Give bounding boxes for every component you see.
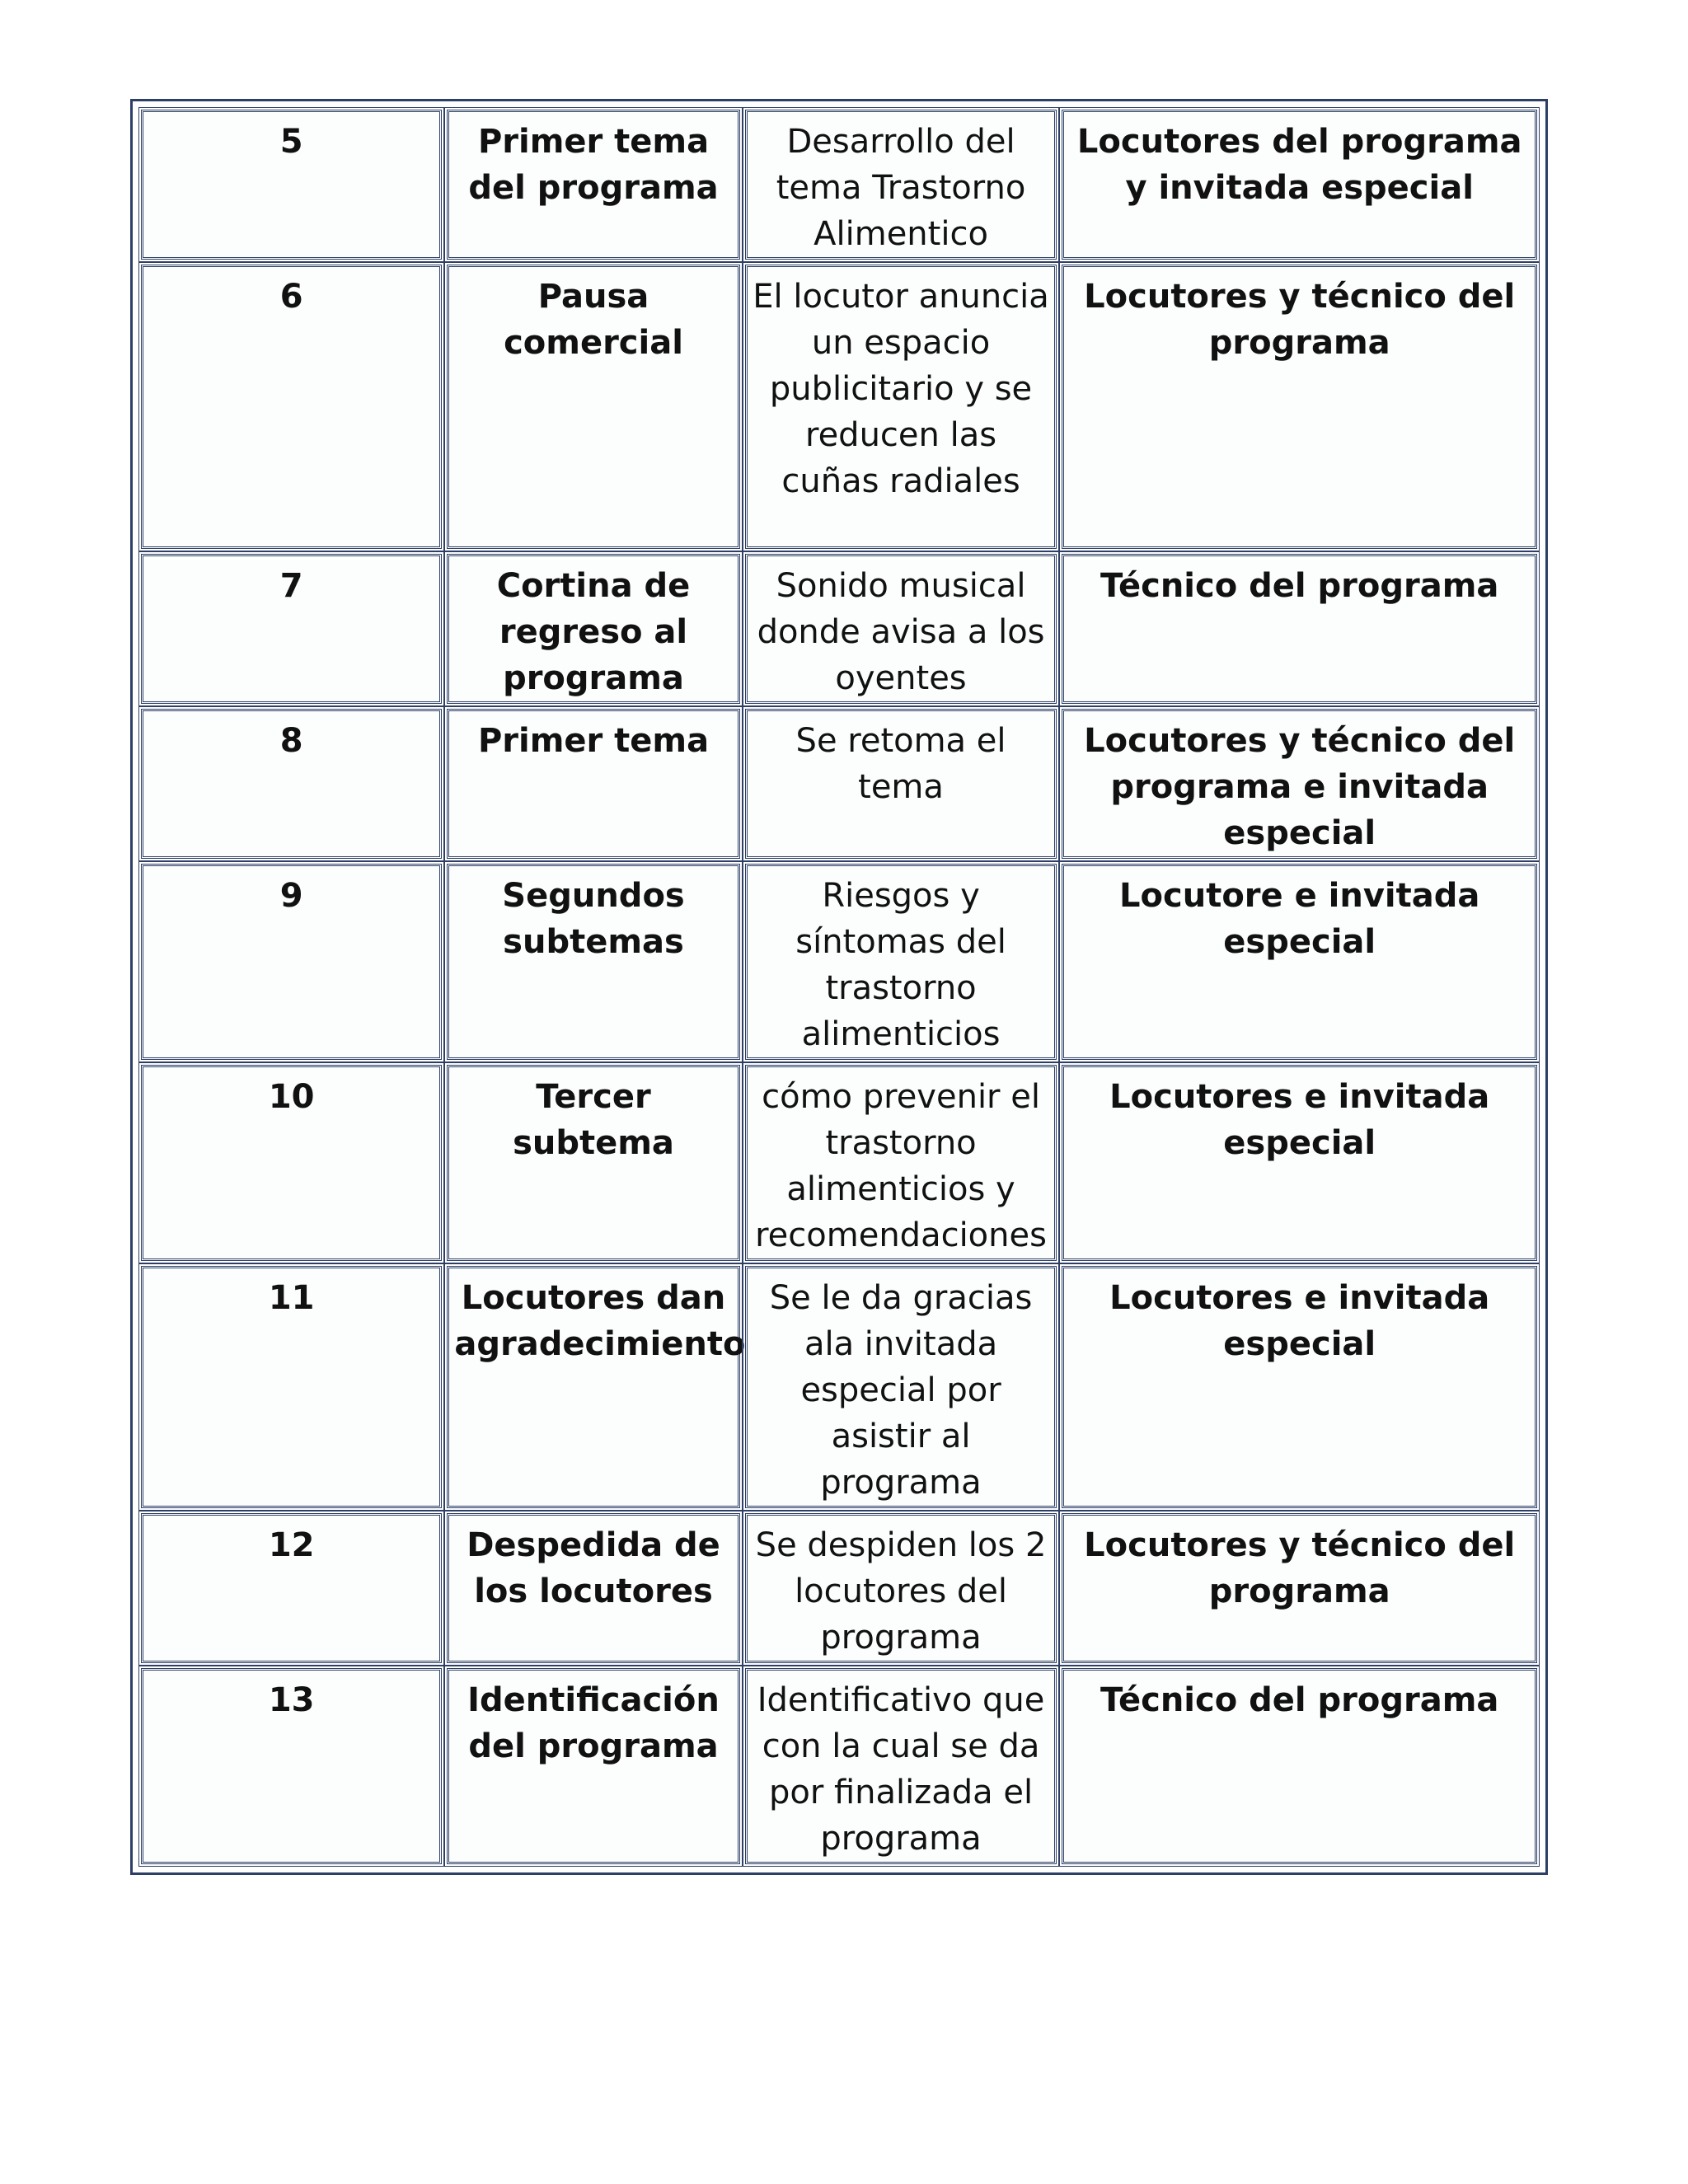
program-table — [130, 99, 1548, 1875]
row-description: cómo prevenir el trastorno alimenticios y recomendaciones — [745, 1065, 1057, 1261]
row-activity: Segundos subtemas — [447, 864, 739, 1060]
table-row — [141, 554, 1537, 704]
program-script-table — [136, 105, 1542, 1869]
row-number: 11 — [141, 1266, 442, 1508]
row-activity: Pausa comercial — [447, 265, 739, 549]
table-row — [141, 864, 1537, 1060]
row-activity: Cortina de regreso al programa — [447, 554, 739, 704]
row-responsible: Locutores e invitada especial — [1062, 1266, 1537, 1508]
table-row — [141, 709, 1537, 859]
row-activity: Tercer subtema — [447, 1065, 739, 1261]
row-responsible: Técnico del programa — [1062, 1668, 1537, 1864]
row-description: Se le da gracias ala invitada especial por asistir al programa — [745, 1266, 1057, 1508]
table-row — [141, 265, 1537, 549]
table-row — [141, 110, 1537, 260]
table-row — [141, 1266, 1537, 1508]
row-number: 8 — [141, 709, 442, 859]
row-description: Riesgos y síntomas del trastorno alimenticios — [745, 864, 1057, 1060]
row-responsible: Locutores y técnico del programa e invitada especial — [1062, 709, 1537, 859]
row-number: 12 — [141, 1513, 442, 1663]
row-description: Identificativo que con la cual se da por finalizada el programa — [745, 1668, 1057, 1864]
row-activity: Identificación del programa — [447, 1668, 739, 1864]
row-activity: Primer tema del programa — [447, 110, 739, 260]
row-number: 6 — [141, 265, 442, 549]
row-activity: Despedida de los locutores — [447, 1513, 739, 1663]
row-responsible: Locutores e invitada especial — [1062, 1065, 1537, 1261]
table-row — [141, 1513, 1537, 1663]
row-description: El locutor anuncia un espacio publicitario y se reducen las cuñas radiales — [745, 265, 1057, 549]
row-responsible: Locutore e invitada especial — [1062, 864, 1537, 1060]
row-activity: Primer tema — [447, 709, 739, 859]
row-description: Se retoma el tema — [745, 709, 1057, 859]
row-number: 13 — [141, 1668, 442, 1864]
row-responsible: Locutores del programa y invitada especial — [1062, 110, 1537, 260]
row-number: 9 — [141, 864, 442, 1060]
row-number: 5 — [141, 110, 442, 260]
table-row — [141, 1065, 1537, 1261]
table-row — [141, 1668, 1537, 1864]
row-description: Sonido musical donde avisa a los oyentes — [745, 554, 1057, 704]
row-number: 10 — [141, 1065, 442, 1261]
row-activity: Locutores dan agradecimiento — [447, 1266, 739, 1508]
row-responsible: Técnico del programa — [1062, 554, 1537, 704]
row-description: Se despiden los 2 locutores del programa — [745, 1513, 1057, 1663]
row-description: Desarrollo del tema Trastorno Alimentico — [745, 110, 1057, 260]
row-responsible: Locutores y técnico del programa — [1062, 1513, 1537, 1663]
row-responsible: Locutores y técnico del programa — [1062, 265, 1537, 549]
row-number: 7 — [141, 554, 442, 704]
